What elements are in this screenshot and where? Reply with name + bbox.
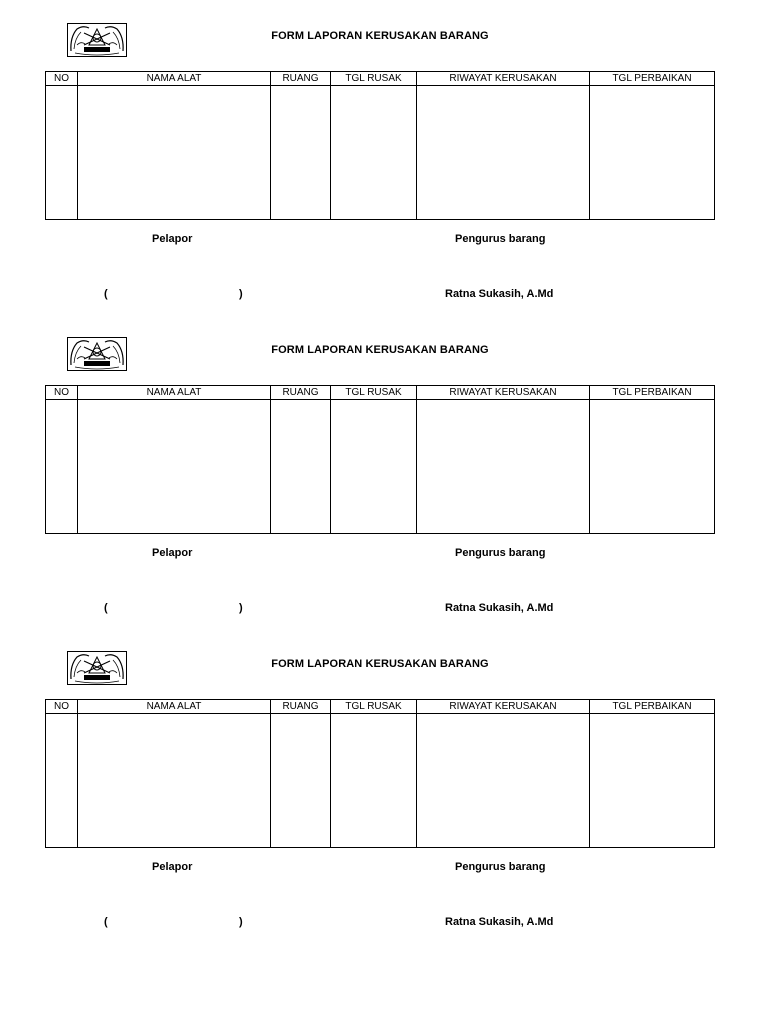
col-header-tgl-perbaikan: TGL PERBAIKAN (590, 700, 715, 714)
cell-riwayat-kerusakan[interactable] (417, 400, 590, 534)
manager-label: Pengurus barang (455, 547, 546, 559)
damage-report-table (45, 71, 715, 220)
col-header-nama-alat: NAMA ALAT (78, 72, 271, 86)
manager-label: Pengurus barang (455, 233, 546, 245)
col-header-ruang: RUANG (271, 386, 331, 400)
cell-riwayat-kerusakan[interactable] (417, 86, 590, 220)
damage-report-form-3 (0, 650, 768, 950)
cell-riwayat-kerusakan[interactable] (417, 714, 590, 848)
form-title: FORM LAPORAN KERUSAKAN BARANG (271, 658, 489, 670)
col-header-no: NO (46, 386, 78, 400)
manager-label: Pengurus barang (455, 861, 546, 873)
col-header-nama-alat: NAMA ALAT (78, 386, 271, 400)
cell-tgl-rusak[interactable] (331, 714, 417, 848)
col-header-tgl-rusak: TGL RUSAK (331, 386, 417, 400)
cell-no[interactable] (46, 400, 78, 534)
cell-tgl-perbaikan[interactable] (590, 86, 715, 220)
signature-paren-open: ( (104, 602, 108, 614)
col-header-tgl-perbaikan: TGL PERBAIKAN (590, 386, 715, 400)
table-header-row (46, 72, 715, 86)
cell-nama-alat[interactable] (78, 86, 271, 220)
signature-paren-close: ) (239, 916, 243, 928)
reporter-label: Pelapor (152, 861, 193, 873)
signature-paren-open: ( (104, 916, 108, 928)
table-entry-row (46, 400, 715, 534)
cell-ruang[interactable] (271, 86, 331, 220)
manager-name: Ratna Sukasih, A.Md (445, 602, 554, 614)
table-header-row (46, 700, 715, 714)
col-header-tgl-rusak: TGL RUSAK (331, 700, 417, 714)
manager-name: Ratna Sukasih, A.Md (445, 916, 554, 928)
manager-name: Ratna Sukasih, A.Md (445, 288, 554, 300)
reporter-label: Pelapor (152, 233, 193, 245)
col-header-no: NO (46, 72, 78, 86)
cell-ruang[interactable] (271, 714, 331, 848)
form-title: FORM LAPORAN KERUSAKAN BARANG (271, 30, 489, 42)
col-header-ruang: RUANG (271, 72, 331, 86)
reporter-label: Pelapor (152, 547, 193, 559)
form-title: FORM LAPORAN KERUSAKAN BARANG (271, 344, 489, 356)
cell-tgl-rusak[interactable] (331, 400, 417, 534)
table-entry-row (46, 86, 715, 220)
cell-no[interactable] (46, 86, 78, 220)
cell-nama-alat[interactable] (78, 400, 271, 534)
cell-ruang[interactable] (271, 400, 331, 534)
damage-report-form-2 (0, 336, 768, 636)
signature-paren-close: ) (239, 288, 243, 300)
col-header-riwayat-kerusakan: RIWAYAT KERUSAKAN (417, 72, 590, 86)
col-header-riwayat-kerusakan: RIWAYAT KERUSAKAN (417, 700, 590, 714)
cell-no[interactable] (46, 714, 78, 848)
emblem-logo (67, 651, 127, 685)
col-header-riwayat-kerusakan: RIWAYAT KERUSAKAN (417, 386, 590, 400)
cell-tgl-perbaikan[interactable] (590, 400, 715, 534)
table-entry-row (46, 714, 715, 848)
cell-tgl-rusak[interactable] (331, 86, 417, 220)
damage-report-table (45, 385, 715, 534)
table-header-row (46, 386, 715, 400)
emblem-logo (67, 337, 127, 371)
col-header-tgl-perbaikan: TGL PERBAIKAN (590, 72, 715, 86)
signature-paren-open: ( (104, 288, 108, 300)
col-header-nama-alat: NAMA ALAT (78, 700, 271, 714)
cell-tgl-perbaikan[interactable] (590, 714, 715, 848)
col-header-no: NO (46, 700, 78, 714)
signature-paren-close: ) (239, 602, 243, 614)
emblem-logo (67, 23, 127, 57)
damage-report-form-1 (0, 22, 768, 322)
damage-report-table (45, 699, 715, 848)
col-header-ruang: RUANG (271, 700, 331, 714)
cell-nama-alat[interactable] (78, 714, 271, 848)
col-header-tgl-rusak: TGL RUSAK (331, 72, 417, 86)
